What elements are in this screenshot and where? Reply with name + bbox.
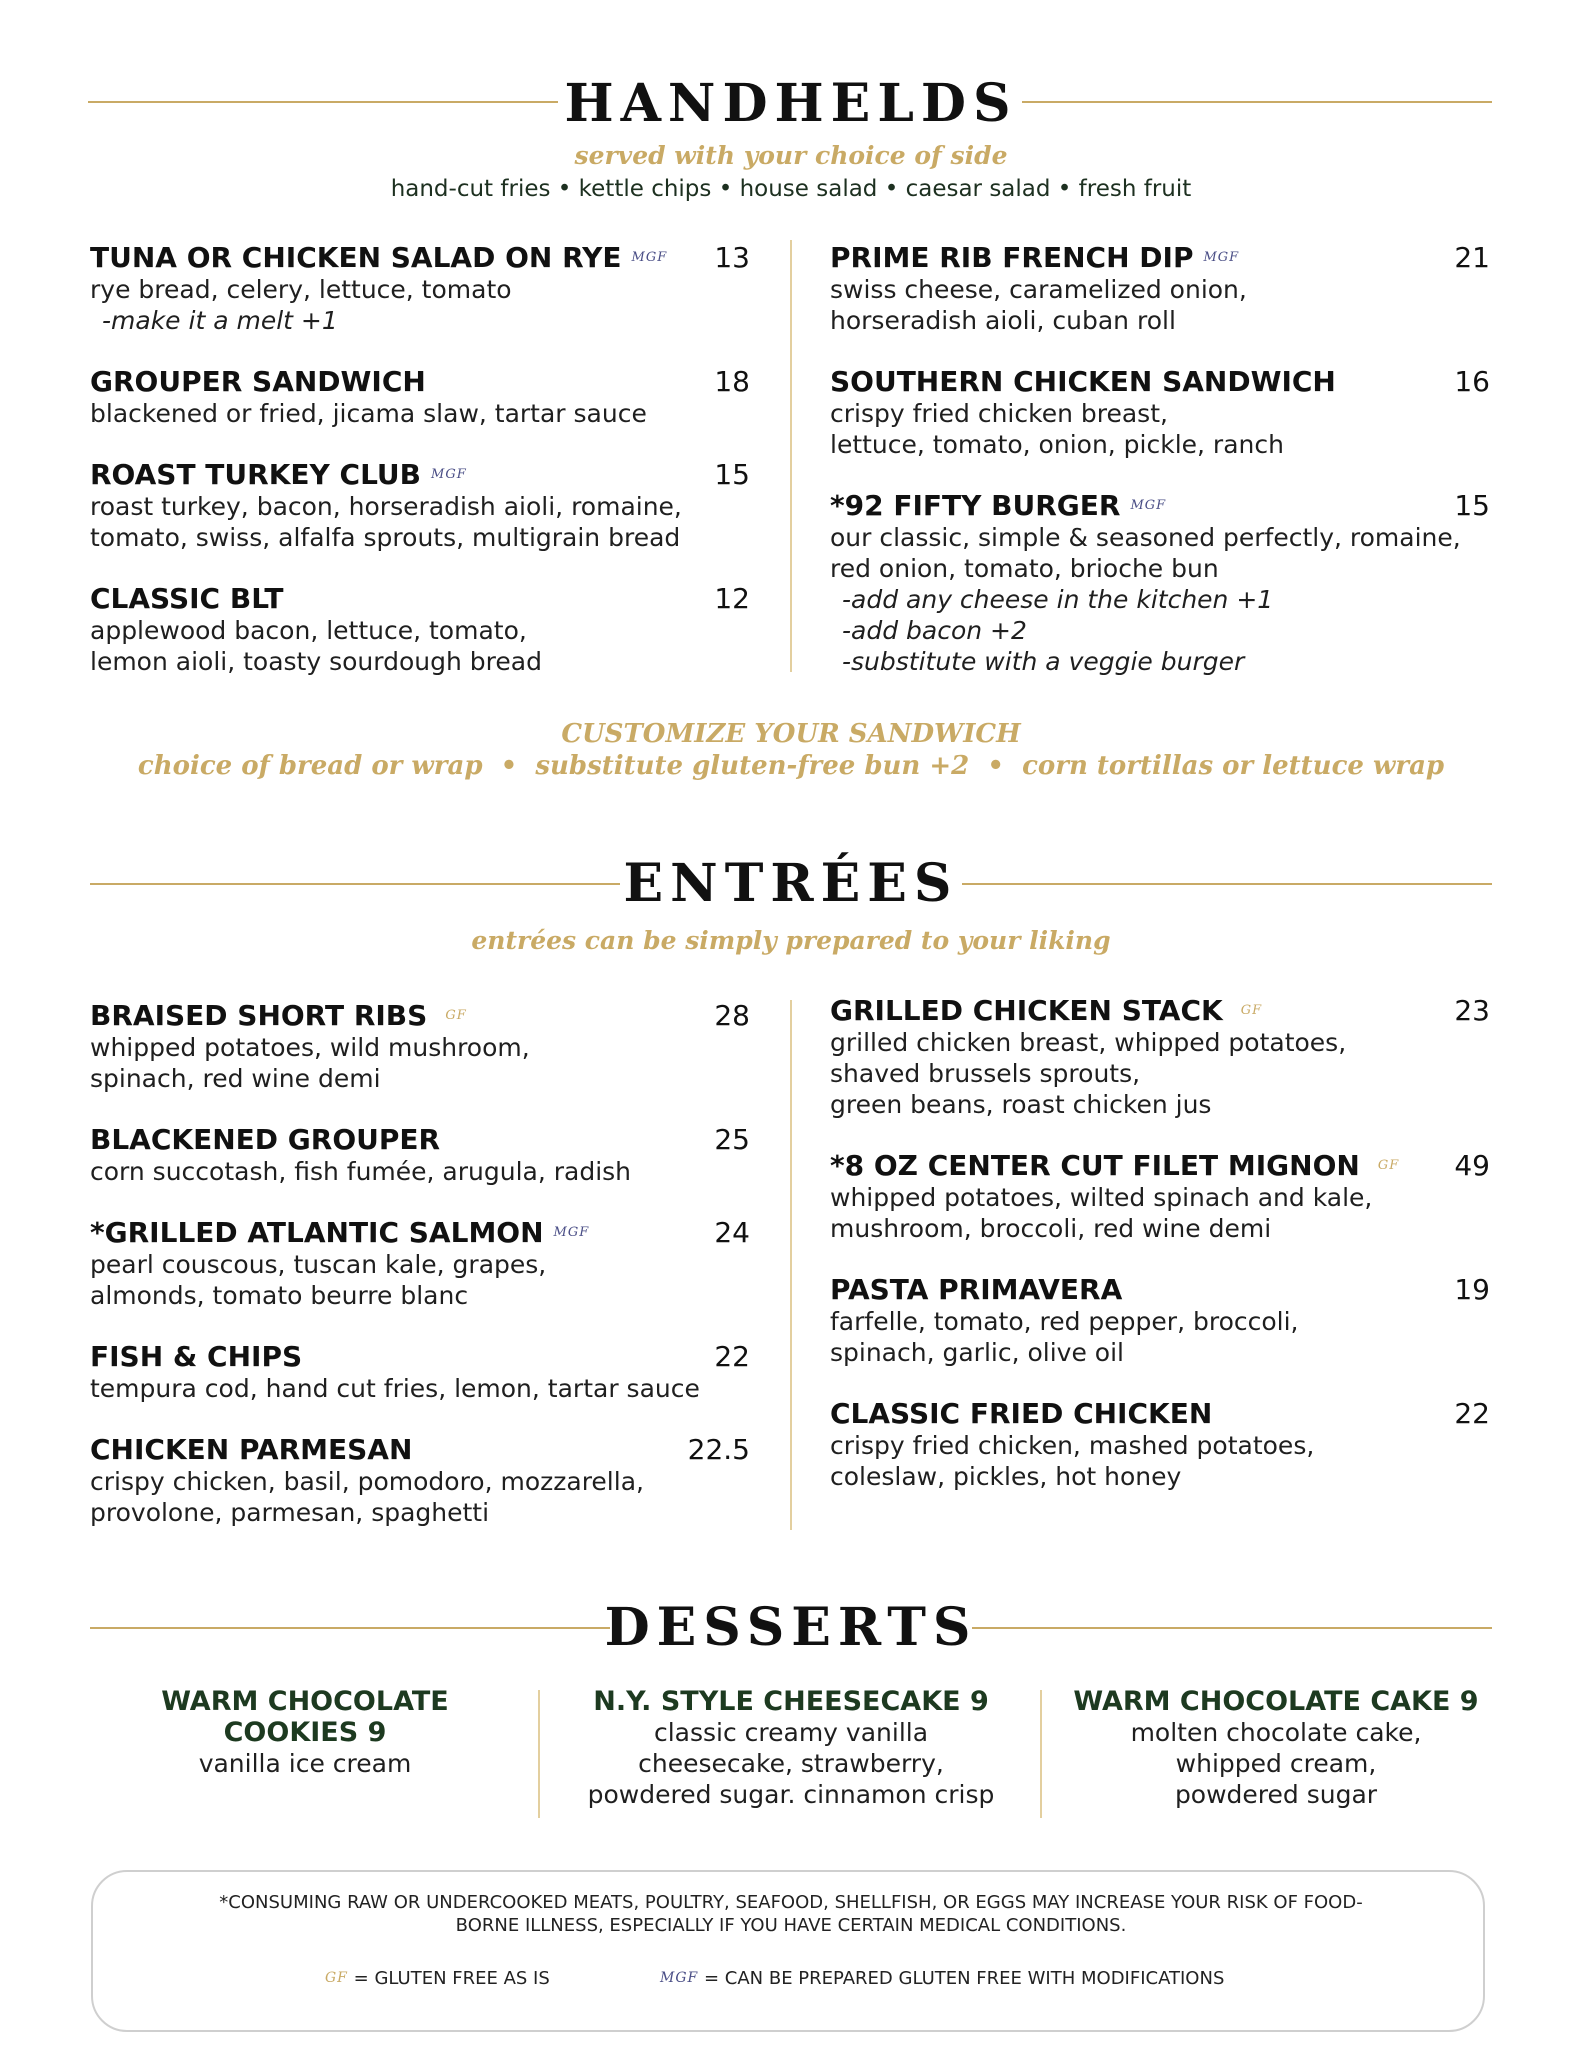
mgf-tag: MGF [631,250,668,265]
dessert-name: COOKIES 9 [223,1717,387,1748]
menu-item-price: 16 [1454,365,1490,398]
menu-item-description: applewood bacon, lettuce, tomato, [90,616,527,645]
handhelds-title: HANDHELDS [564,73,1018,134]
legend-mgf [660,1967,1224,1990]
menu-item-description: crispy fried chicken breast, [830,399,1168,428]
menu-item-title: *GRILLED ATLANTIC SALMON [90,1216,544,1249]
mgf-tag: MGF [1130,498,1167,513]
dessert-description: cheesecake, strawberry, [638,1749,944,1778]
mgf-tag: MGF [431,467,467,482]
menu-item-addon: -substitute with a veggie burger [842,647,1245,676]
menu-item-name [830,242,1490,274]
menu-item-name [90,1341,750,1373]
dessert-description: powdered sugar. cinnamon crisp [587,1780,995,1809]
menu-item-description: farfelle, tomato, red pepper, broccoli, [830,1307,1299,1336]
menu-item [830,242,1490,336]
menu-item-description: roast turkey, bacon, horseradish aioli, romaine, [90,492,682,521]
menu-item-name [830,1274,1490,1306]
menu-item-name [90,242,750,274]
menu-item-name [90,1434,750,1466]
menu-item [90,459,750,553]
menu-item-description: blackened or fried, jicama slaw, tartar sauce [90,399,647,428]
customize-options: choice of bread or wrap • substitute gluten-free bun +2 • corn tortillas or lettuce wrap [137,751,1445,781]
menu-item [830,995,1490,1120]
menu-item-name [90,459,750,491]
menu-item-price: 19 [1454,1273,1490,1306]
menu-item-description: almonds, tomato beurre blanc [90,1281,469,1310]
menu-item-name [830,1398,1490,1430]
menu-item-title: SOUTHERN CHICKEN SANDWICH [830,365,1336,398]
mgf-tag: MGF [1203,250,1240,265]
customize-title: CUSTOMIZE YOUR SANDWICH [561,719,1021,749]
gf-tag: GF [1240,1003,1263,1018]
mgf-legend-text: = CAN BE PREPARED GLUTEN FREE WITH MODIFICATIONS [703,1968,1225,1989]
menu-item-price: 21 [1454,241,1490,274]
dessert-name: WARM CHOCOLATE CAKE 9 [1073,1686,1479,1717]
dessert-name: WARM CHOCOLATE [161,1686,449,1717]
legend-gf [325,1967,550,1990]
menu-item [830,1274,1490,1368]
menu-item-price: 23 [1454,994,1490,1027]
menu-item-title: FISH & CHIPS [90,1340,303,1373]
menu-item-title: *92 FIFTY BURGER [830,489,1121,522]
entrees-column-divider [790,1000,792,1530]
menu-item [830,366,1490,460]
menu-item-price: 28 [714,999,750,1032]
menu-item-price: 24 [714,1216,750,1249]
menu-item-title: CHICKEN PARMESAN [90,1433,413,1466]
gf-tag: GF [445,1008,467,1023]
menu-item-description: tempura cod, hand cut fries, lemon, tartar sauce [90,1374,700,1403]
menu-item-price: 22.5 [687,1433,750,1466]
menu-item-title: CLASSIC FRIED CHICKEN [830,1397,1213,1430]
menu-item-description: lemon aioli, toasty sourdough bread [90,647,542,676]
dessert-item [1041,1686,1511,1810]
menu-item-description: shaved brussels sprouts, [830,1059,1141,1088]
menu-item-description: lettuce, tomato, onion, pickle, ranch [830,430,1284,459]
menu-item-description: grilled chicken breast, whipped potatoes, [830,1028,1347,1057]
menu-item-description: crispy fried chicken, mashed potatoes, [830,1431,1315,1460]
menu-item-title: BRAISED SHORT RIBS [90,999,428,1032]
menu-item-description: crispy chicken, basil, pomodoro, mozzarella, [90,1467,644,1496]
menu-item-price: 12 [714,582,750,615]
menu-item-description: green beans, roast chicken jus [830,1090,1212,1119]
menu-item-name [90,1217,750,1249]
menu-item-description: swiss cheese, caramelized onion, [830,275,1247,304]
entrees-subtitle: entrées can be simply prepared to your liking [471,926,1111,955]
menu-item-description: spinach, red wine demi [90,1064,381,1093]
dessert-item [556,1686,1026,1810]
menu-item [90,366,750,429]
menu-item-name [830,995,1490,1027]
menu-item-name [830,366,1490,398]
menu-item-addon: -make it a melt +1 [102,306,338,335]
menu-item-title: GRILLED CHICKEN STACK [830,994,1223,1027]
menu-item-description: tomato, swiss, alfalfa sprouts, multigrain bread [90,523,681,552]
menu-item-title: PASTA PRIMAVERA [830,1273,1123,1306]
handhelds-sides: hand-cut fries • kettle chips • house salad • caesar salad • fresh fruit [390,176,1192,202]
menu-item-price: 13 [714,241,750,274]
menu-item-name [90,1000,750,1032]
menu-item-description: red onion, tomato, brioche bun [830,554,1219,583]
footer-warning-line-1: *CONSUMING RAW OR UNDERCOOKED MEATS, POULTRY, SEAFOOD, SHELLFISH, OR EGGS MAY INCREASE YOUR RISK OF FOOD- [219,1892,1363,1913]
menu-item-title: CLASSIC BLT [90,582,284,615]
entrees-title: ENTRÉES [623,853,959,914]
menu-item-description: horseradish aioli, cuban roll [830,306,1176,335]
menu-item [830,1398,1490,1492]
menu-item-price: 15 [1454,489,1490,522]
menu-item [90,1000,750,1094]
dessert-name: N.Y. STYLE CHEESECAKE 9 [593,1686,989,1717]
menu-item-title: TUNA OR CHICKEN SALAD ON RYE [90,241,622,274]
menu-item-addon: -add bacon +2 [842,616,1027,645]
menu-item-name [830,490,1490,522]
menu-item-price: 22 [714,1340,750,1373]
dessert-description: classic creamy vanilla [653,1718,929,1747]
menu-item [830,490,1490,677]
gf-tag: GF [325,1970,348,1986]
menu-item-description: provolone, parmesan, spaghetti [90,1498,490,1527]
menu-item-description: corn succotash, fish fumée, arugula, radish [90,1157,632,1186]
dessert-description: molten chocolate cake, [1130,1718,1422,1747]
footer-warning-line-2: BORNE ILLNESS, ESPECIALLY IF YOU HAVE CERTAIN MEDICAL CONDITIONS. [455,1915,1127,1936]
dessert-description: powdered sugar [1174,1780,1378,1809]
menu-item [90,1124,750,1187]
menu-item-description: our classic, simple & seasoned perfectly, romaine, [830,523,1461,552]
menu-item-name [90,583,750,615]
mgf-tag: MGF [553,1225,590,1240]
dessert-item [70,1686,540,1779]
handhelds-column-divider [790,240,792,672]
desserts-title: DESSERTS [604,1597,978,1658]
dessert-description: vanilla ice cream [198,1749,412,1778]
menu-item-price: 18 [714,365,750,398]
menu-item-price: 49 [1454,1149,1490,1182]
menu-item-title: *8 OZ CENTER CUT FILET MIGNON [830,1149,1360,1182]
menu-item-description: whipped potatoes, wild mushroom, [90,1033,530,1062]
mgf-tag: MGF [660,1970,699,1986]
menu-item [90,1217,750,1311]
menu-item-title: PRIME RIB FRENCH DIP [830,241,1194,274]
menu-item [90,1434,750,1528]
gf-legend-text: = GLUTEN FREE AS IS [353,1968,550,1989]
menu-item-price: 25 [714,1123,750,1156]
menu-item [90,242,750,336]
menu-item-name [90,366,750,398]
menu-item-description: whipped potatoes, wilted spinach and kale, [830,1183,1373,1212]
menu-item-name [830,1150,1490,1182]
menu-item-description: rye bread, celery, lettuce, tomato [90,275,512,304]
gf-tag: GF [1377,1158,1400,1173]
handhelds-subtitle: served with your choice of side [574,141,1008,170]
menu-item [90,1341,750,1404]
menu-item-price: 22 [1454,1397,1490,1430]
menu-item-description: mushroom, broccoli, red wine demi [830,1214,1272,1243]
menu-item-title: GROUPER SANDWICH [90,365,426,398]
menu-item-description: coleslaw, pickles, hot honey [830,1462,1182,1491]
menu-item-name [90,1124,750,1156]
menu-item [830,1150,1490,1244]
menu-item-description: pearl couscous, tuscan kale, grapes, [90,1250,547,1279]
menu-item-title: BLACKENED GROUPER [90,1123,441,1156]
dessert-description: whipped cream, [1175,1749,1377,1778]
menu-item-price: 15 [714,458,750,491]
menu-item-addon: -add any cheese in the kitchen +1 [842,585,1274,614]
menu-item [90,583,750,677]
menu-item-description: spinach, garlic, olive oil [830,1338,1124,1367]
menu-item-title: ROAST TURKEY CLUB [90,458,422,491]
